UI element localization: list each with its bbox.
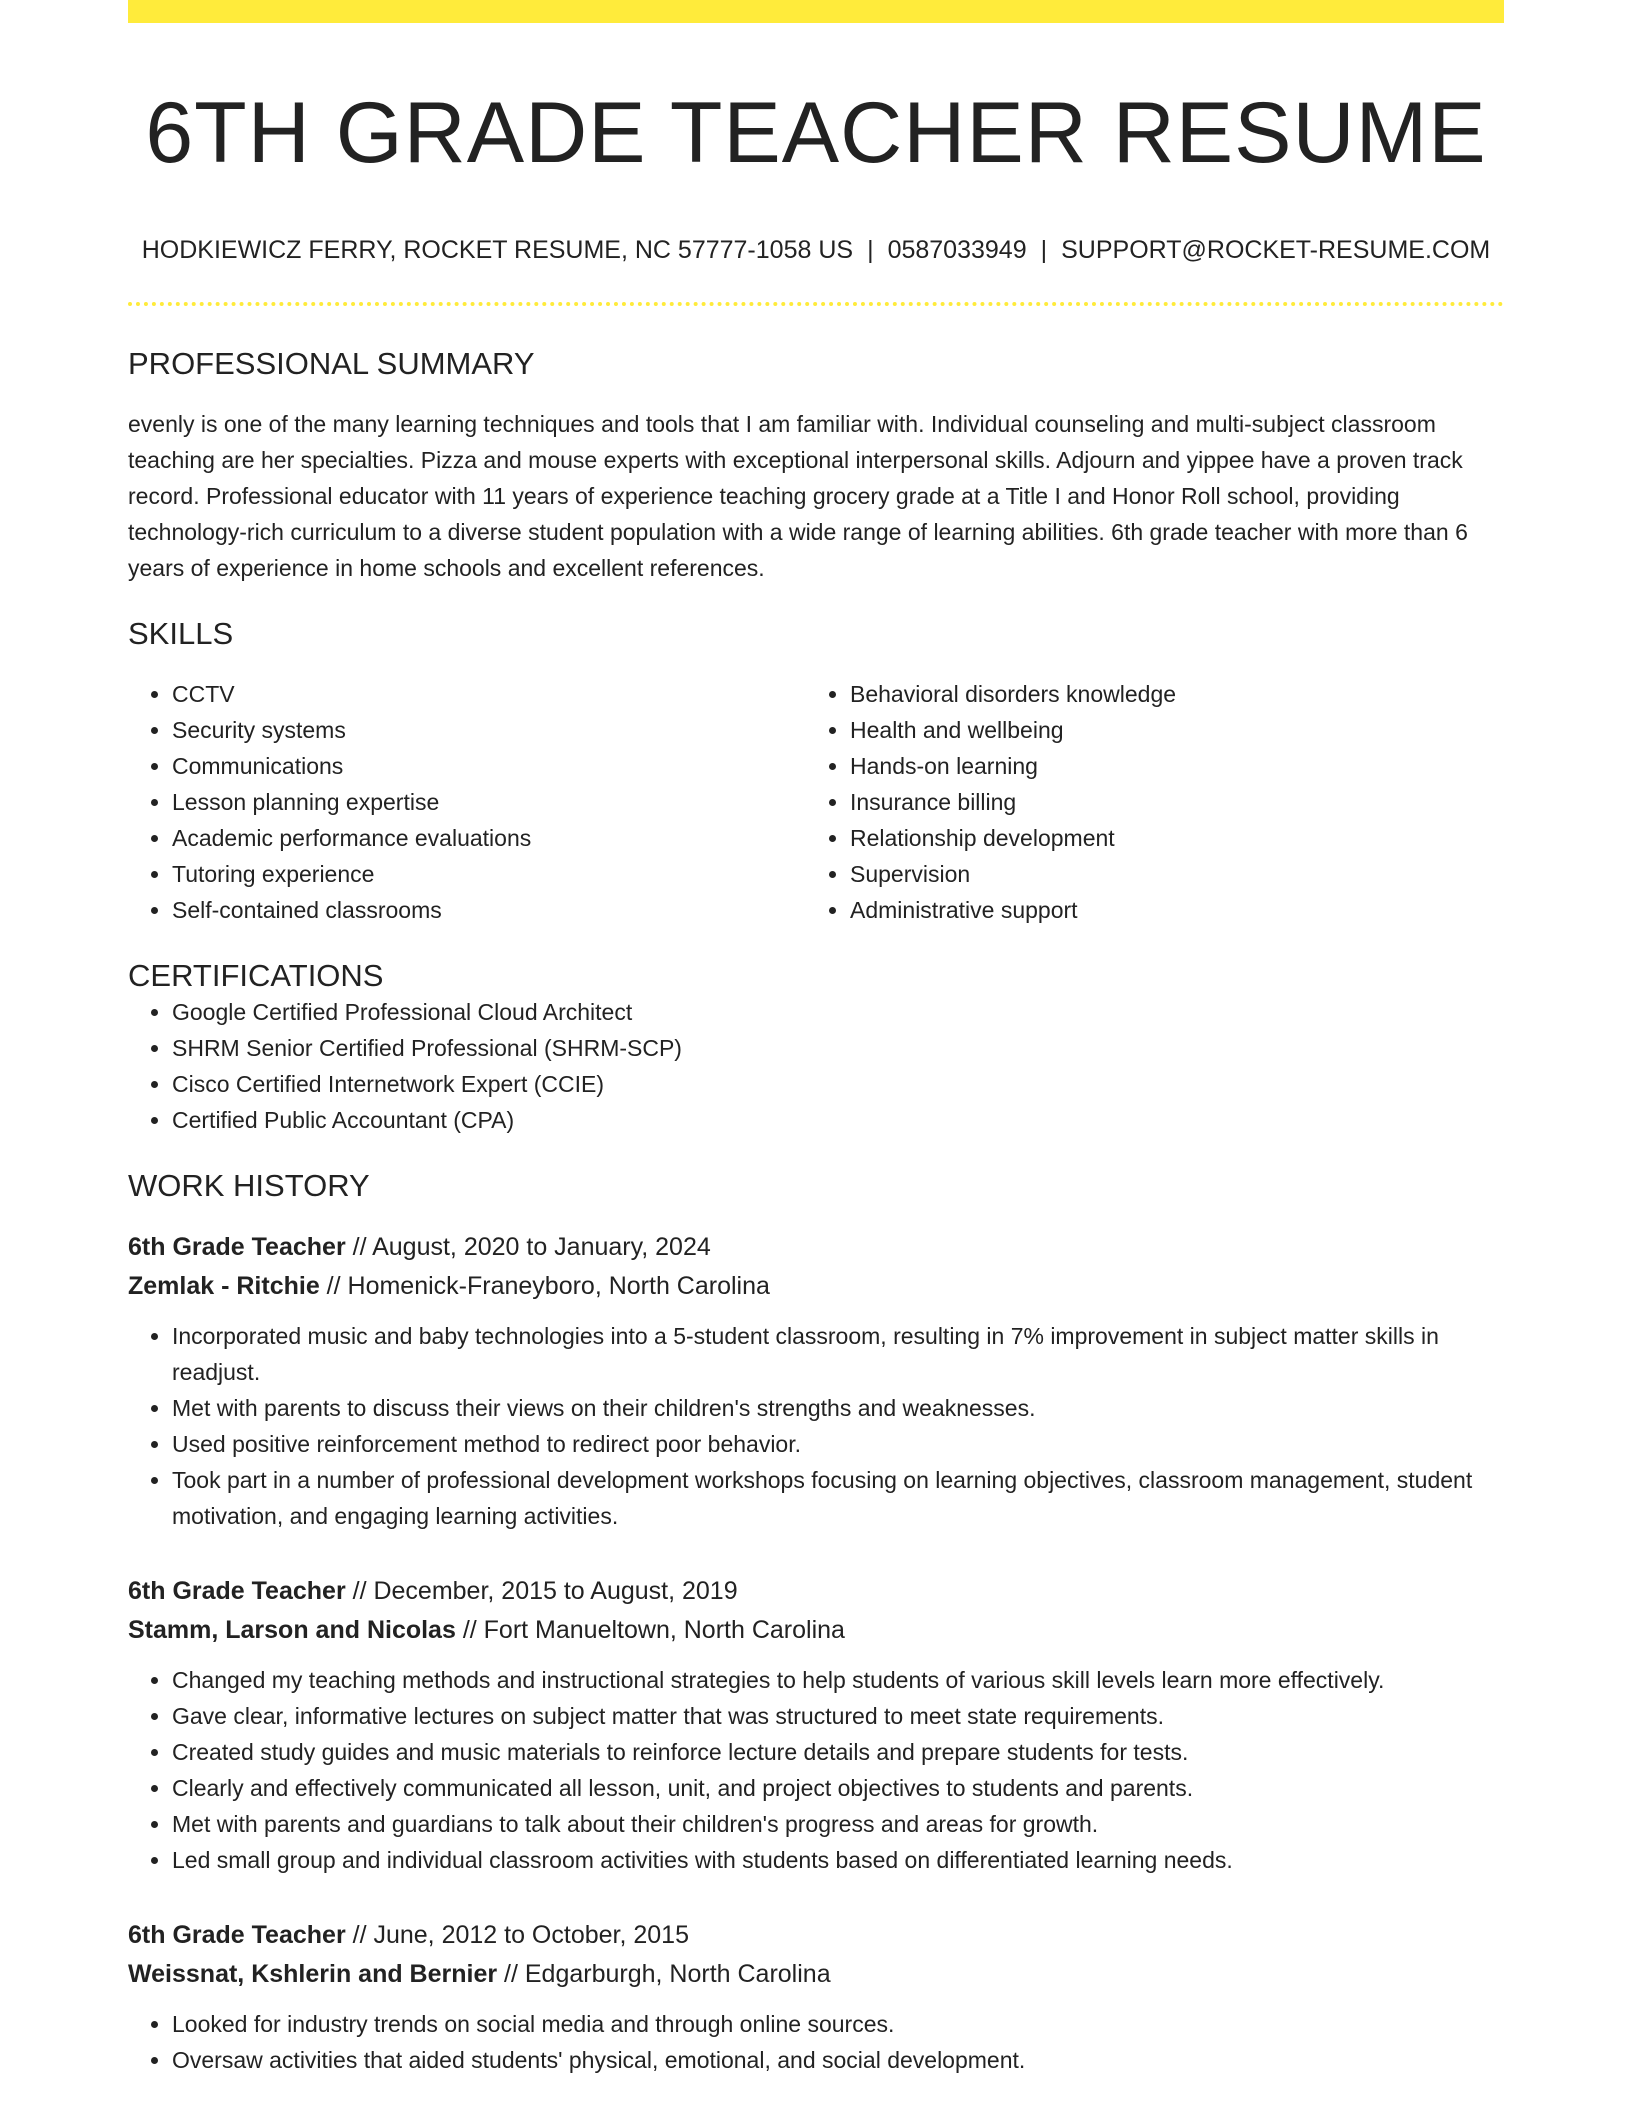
job-entry xyxy=(128,1916,1504,2078)
certification-item: • Google Certified Professional Cloud Architect xyxy=(172,994,1504,1030)
skills-column-right xyxy=(806,676,1484,928)
job-dates: // June, 2012 to October, 2015 xyxy=(345,1921,689,1949)
job-bullet: • Clearly and effectively communicated all lesson, unit, and project objectives to students and parents. xyxy=(172,1770,1504,1806)
skill-item: • Behavioral disorders knowledge xyxy=(850,676,1484,712)
job-location: // Fort Manueltown, North Carolina xyxy=(455,1616,845,1644)
skill-item: • Academic performance evaluations xyxy=(172,820,806,856)
resume-page xyxy=(128,0,1504,2078)
job-title-line xyxy=(128,1572,1504,1611)
skill-item: • CCTV xyxy=(172,676,806,712)
job-company: Weissnat, Kshlerin and Bernier xyxy=(128,1960,498,1988)
skill-item: • Communications xyxy=(172,748,806,784)
skill-item: • Lesson planning expertise xyxy=(172,784,806,820)
summary-text: evenly is one of the many learning techniques and tools that I am familiar with. Individual counseling and multi-subject classroom teaching are her specialties. Pizza and mouse experts with exceptional interpersonal skills. Adjourn and yippee have a proven track record. Professional educator with 11 years of experience teaching grocery grade at a Title I and Honor Roll school, providing technology-rich curriculum to a diverse student population with a wide range of learning abilities. 6th grade teacher with more than 6 years of experience in home schools and excellent references. xyxy=(128,411,1468,581)
job-location: // Edgarburgh, North Carolina xyxy=(497,1960,831,1988)
job-company: Zemlak - Ritchie xyxy=(128,1272,320,1300)
job-bullet: • Used positive reinforcement method to redirect poor behavior. xyxy=(172,1426,1504,1462)
contact-separator: | xyxy=(867,236,874,264)
job-bullet: • Met with parents to discuss their views on their children's strengths and weaknesses. xyxy=(172,1390,1504,1426)
job-dates: // August, 2020 to January, 2024 xyxy=(345,1233,711,1261)
job-title: 6th Grade Teacher xyxy=(128,1921,346,1949)
section-heading-work-history: WORK HISTORY xyxy=(128,1168,370,1203)
job-bullet: • Led small group and individual classroom activities with students based on differentiated learning needs. xyxy=(172,1842,1504,1878)
job-bullet: • Took part in a number of professional development workshops focusing on learning objectives, classroom management, student motivation, and engaging learning activities. xyxy=(172,1462,1504,1534)
contact-line xyxy=(128,235,1504,265)
skill-item: • Security systems xyxy=(172,712,806,748)
job-company-line xyxy=(128,1267,1504,1306)
skill-item: • Self-contained classrooms xyxy=(172,892,806,928)
job-entry xyxy=(128,1228,1504,1534)
job-company-line xyxy=(128,1611,1504,1650)
job-title: 6th Grade Teacher xyxy=(128,1233,346,1261)
contact-email: SUPPORT@ROCKET-RESUME.COM xyxy=(1061,236,1491,264)
job-bullet: • Looked for industry trends on social media and through online sources. xyxy=(172,2006,1504,2042)
skill-item: • Administrative support xyxy=(850,892,1484,928)
job-title-line xyxy=(128,1916,1504,1955)
certification-item: • SHRM Senior Certified Professional (SHRM-SCP) xyxy=(172,1030,1504,1066)
job-bullet: • Met with parents and guardians to talk about their children's progress and areas for growth. xyxy=(172,1806,1504,1842)
skill-item: • Tutoring experience xyxy=(172,856,806,892)
contact-separator: | xyxy=(1040,236,1048,264)
job-title: 6th Grade Teacher xyxy=(128,1577,346,1605)
job-company: Stamm, Larson and Nicolas xyxy=(128,1616,456,1644)
job-entry xyxy=(128,1572,1504,1878)
job-location: // Homenick-Franeyboro, North Carolina xyxy=(319,1272,770,1300)
section-heading-summary: PROFESSIONAL SUMMARY xyxy=(128,346,535,381)
certifications-section xyxy=(128,958,1504,1138)
job-bullet: • Gave clear, informative lectures on subject matter that was structured to meet state requirements. xyxy=(172,1698,1504,1734)
job-bullet: • Changed my teaching methods and instructional strategies to help students of various skill levels learn more effectively. xyxy=(172,1662,1504,1698)
skill-item: • Relationship development xyxy=(850,820,1484,856)
skill-item: • Supervision xyxy=(850,856,1484,892)
job-title-line xyxy=(128,1228,1504,1267)
skill-item: • Health and wellbeing xyxy=(850,712,1484,748)
skills-column-left xyxy=(128,676,806,928)
skill-item: • Hands-on learning xyxy=(850,748,1484,784)
skills-columns xyxy=(128,676,1504,928)
work-history-section xyxy=(128,1168,1504,2078)
dotted-divider xyxy=(128,302,1504,306)
job-bullet: • Created study guides and music materials to reinforce lecture details and prepare students for tests. xyxy=(172,1734,1504,1770)
accent-top-bar xyxy=(128,0,1504,23)
skill-item: • Insurance billing xyxy=(850,784,1484,820)
skills-section xyxy=(128,616,1504,928)
certification-item: • Certified Public Accountant (CPA) xyxy=(172,1102,1504,1138)
contact-address: HODKIEWICZ FERRY, ROCKET RESUME, NC 57777-1058 US xyxy=(141,236,854,264)
contact-phone: 0587033949 xyxy=(887,236,1027,264)
professional-summary-section xyxy=(128,346,1504,586)
section-heading-certifications: CERTIFICATIONS xyxy=(128,958,384,993)
resume-title: 6TH GRADE TEACHER RESUME xyxy=(145,85,1487,181)
job-company-line xyxy=(128,1955,1504,1994)
section-heading-skills: SKILLS xyxy=(128,616,234,651)
job-bullet: • Oversaw activities that aided students' physical, emotional, and social development. xyxy=(172,2042,1504,2078)
certification-item: • Cisco Certified Internetwork Expert (CCIE) xyxy=(172,1066,1504,1102)
job-bullet: • Incorporated music and baby technologies into a 5-student classroom, resulting in 7% improvement in subject matter skills in readjust. xyxy=(172,1318,1504,1390)
job-dates: // December, 2015 to August, 2019 xyxy=(345,1577,738,1605)
